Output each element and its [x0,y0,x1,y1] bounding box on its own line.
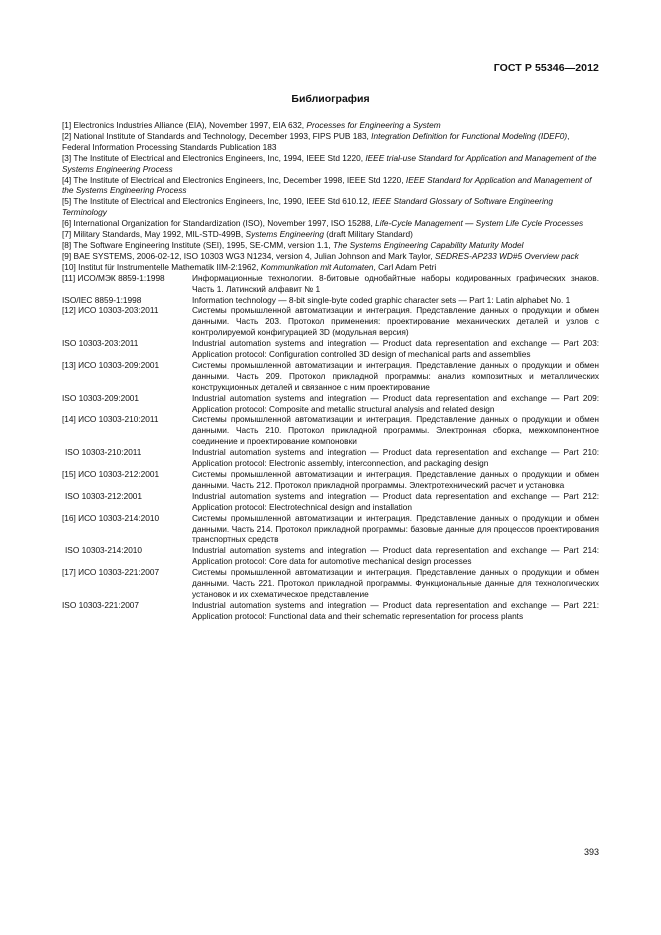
reference-text: [8] The Software Engineering Institute (SEI), 1995, SE-CMM, version 1.1, [62,239,334,250]
standard-code: ISO 10303-210:2011 [65,447,142,458]
reference-item [62,251,599,262]
table-row [62,513,599,546]
standard-code: [15] ИСО 10303-212:2001 [62,469,160,479]
standard-description: Системы промышленной автоматизации и интеграция. Представление данных о продукции и обмен данными. Часть 203. Протокол применения: проектирование механических деталей и узлов с контролируемой конфигурацией 3D (модульная версия) [192,305,599,338]
reference-title: Integration Definition for Functional Modeling (IDEF0) [371,130,568,141]
table-row [62,273,599,295]
reference-item [62,229,599,240]
standard-code: ISO 10303-209:2001 [62,392,140,403]
reference-title: The Systems Engineering Capability Maturity Model [333,239,524,250]
standard-code: ISO 10303-221:2007 [62,599,140,610]
reference-text: [9] BAE SYSTEMS, 2006-02-12, ISO 10303 WG3 N1234, version 4, Julian Johnson and Mark Taylor, [62,250,435,261]
table-row [62,393,599,415]
standard-description: Information technology — 8-bit single-byte coded graphic character sets — Part 1: Latin alphabet No. 1 [192,294,571,305]
standard-description: Системы промышленной автоматизации и интеграция. Представление данных о продукции и обмен данными. Часть 221. Протокол прикладной программы. Функциональные данные для технологических установок и их схематическое представление [192,567,599,599]
standard-code: [17] ИСО 10303-221:2007 [62,567,160,578]
table-row [62,469,599,491]
reference-text-tail: (draft Military Standard) [323,229,413,240]
reference-title: IEEE trial-use Standard for Application and Management of the Systems Engineering Process [62,152,597,174]
reference-text-tail: , Federal Information Processing Standards Publication 183 [62,130,570,152]
table-row [62,491,599,513]
reference-item [62,218,599,229]
reference-item [62,153,599,175]
reference-text: [6] International Organization for Standardization (ISO), November 1997, ISO 15288, [62,218,376,229]
standard-description: Информационные технологии. 8-битовые однобайтные наборы кодированных графических знаков. Часть 1. Латинский алфавит № 1 [192,272,599,294]
reference-item [62,120,599,131]
reference-text: [3] The Institute of Electrical and Electronics Engineers, Inc, 1994, IEEE Std 1220, [62,152,366,163]
reference-title: Kommunikation mit Automaten [260,261,374,272]
document-header: ГОСТ Р 55346—2012 [493,62,599,74]
table-row [62,447,599,469]
standards-table [62,273,599,622]
table-row [62,414,599,447]
reference-title: SEDRES-AP233 WD#5 Overview pack [434,250,579,261]
reference-text: [5] The Institute of Electrical and Electronics Engineers, Inc, 1990, IEEE Std 610.12, [62,196,373,207]
reference-text: [2] National Institute of Standards and Technology, December 1993, FIPS PUB 183, [62,130,372,141]
table-row [62,600,599,622]
standard-description: Industrial automation systems and integration — Product data representation and exchange — Part 214: Application protocol: Core data for automotive mechanical design processes [192,545,599,567]
bibliography [62,120,599,622]
standard-description: Industrial automation systems and integration — Product data representation and exchange — Part 212: Application protocol: Electrotechnical design and installation [192,490,599,512]
page-title: Библиография [291,93,370,105]
standard-code: [16] ИСО 10303-214:2010 [62,512,160,523]
reference-title: Life-Cycle Management — System Life Cycle Processes [375,218,584,229]
standard-code: ISO/IEC 8859-1:1998 [62,294,142,305]
standard-code: ISO 10303-214:2010 [65,545,143,556]
standard-code: [11] ИСО/МЭК 8859-1:1998 [62,272,165,283]
page-number: 393 [583,847,599,857]
standard-description: Системы промышленной автоматизации и интеграция. Представление данных о продукции и обмен данными. Часть 210. Протокол прикладной программы. Электронная сборка, межкомпонентное соединение и проектирование компоновки [192,414,599,447]
reference-item [62,175,599,197]
reference-title: Systems Engineering [245,229,324,240]
standard-description: Системы промышленной автоматизации и интеграция. Представление данных о продукции и обмен данными. Часть 209. Протокол прикладной программы: анализ композитных и металлических конструкционных деталей и связанное с ним проектирование [192,359,599,392]
reference-text: [1] Electronics Industries Alliance (EIA), November 1997, EIA 632, [62,120,307,130]
standard-description: Industrial automation systems and integration — Product data representation and exchange — Part 209: Application protocol: Composite and metallic structural analysis and related design [192,392,599,414]
standard-code: [12] ИСО 10303-203:2011 [62,305,159,316]
reference-item [62,240,599,251]
reference-title: IEEE Standard Glossary of Software Engineering Terminology [62,196,554,218]
reference-text: [7] Military Standards, May 1992, MIL-STD-499B, [62,229,246,240]
standard-code: [14] ИСО 10303-210:2011 [62,414,159,425]
reference-item [62,196,599,218]
reference-title: Processes for Engineering a System [306,120,441,130]
standard-description: Industrial automation systems and integration — Product data representation and exchange — Part 203: Application protocol: Configuration controlled 3D design of mechanical parts and assemblies [192,338,599,360]
reference-title: IEEE Standard for Application and Management of the Systems Engineering Process [62,174,592,196]
table-row [62,338,599,360]
reference-text-tail: , Carl Adam Petri [373,261,437,272]
standard-code: [13] ИСО 10303-209:2001 [62,359,160,370]
table-row [62,305,599,338]
reference-item [62,131,599,153]
standard-description: Системы промышленной автоматизации и интеграция. Представление данных о продукции и обмен данными. Часть 212. Протокол прикладной программы. Электротехнический расчет и установка [192,469,599,490]
standard-code: ISO 10303-203:2011 [62,338,139,349]
reference-item [62,262,599,273]
table-row [62,567,599,600]
reference-text: [4] The Institute of Electrical and Electronics Engineers, Inc, December 1998, IEEE Std 1220, [62,174,406,185]
standard-description: Системы промышленной автоматизации и интеграция. Представление данных о продукции и обмен данными. Часть 214. Протокол прикладной программы: базовые данные для процессов проектирования транспортных средств [192,512,599,545]
table-row [62,295,599,306]
standard-code: ISO 10303-212:2001 [65,490,143,501]
table-row [62,545,599,567]
standard-description: Industrial automation systems and integration — Product data representation and exchange — Part 210: Application protocol: Electronic assembly, interconnection, and packaging design [192,447,599,469]
reference-list [62,120,599,273]
reference-text: [10] Institut für Instrumentelle Mathematik IIM-2:1962, [62,261,261,272]
table-row [62,360,599,393]
standard-description: Industrial automation systems and integration — Product data representation and exchange — Part 221: Application protocol: Functional data and their schematic representation for process plants [192,599,599,621]
